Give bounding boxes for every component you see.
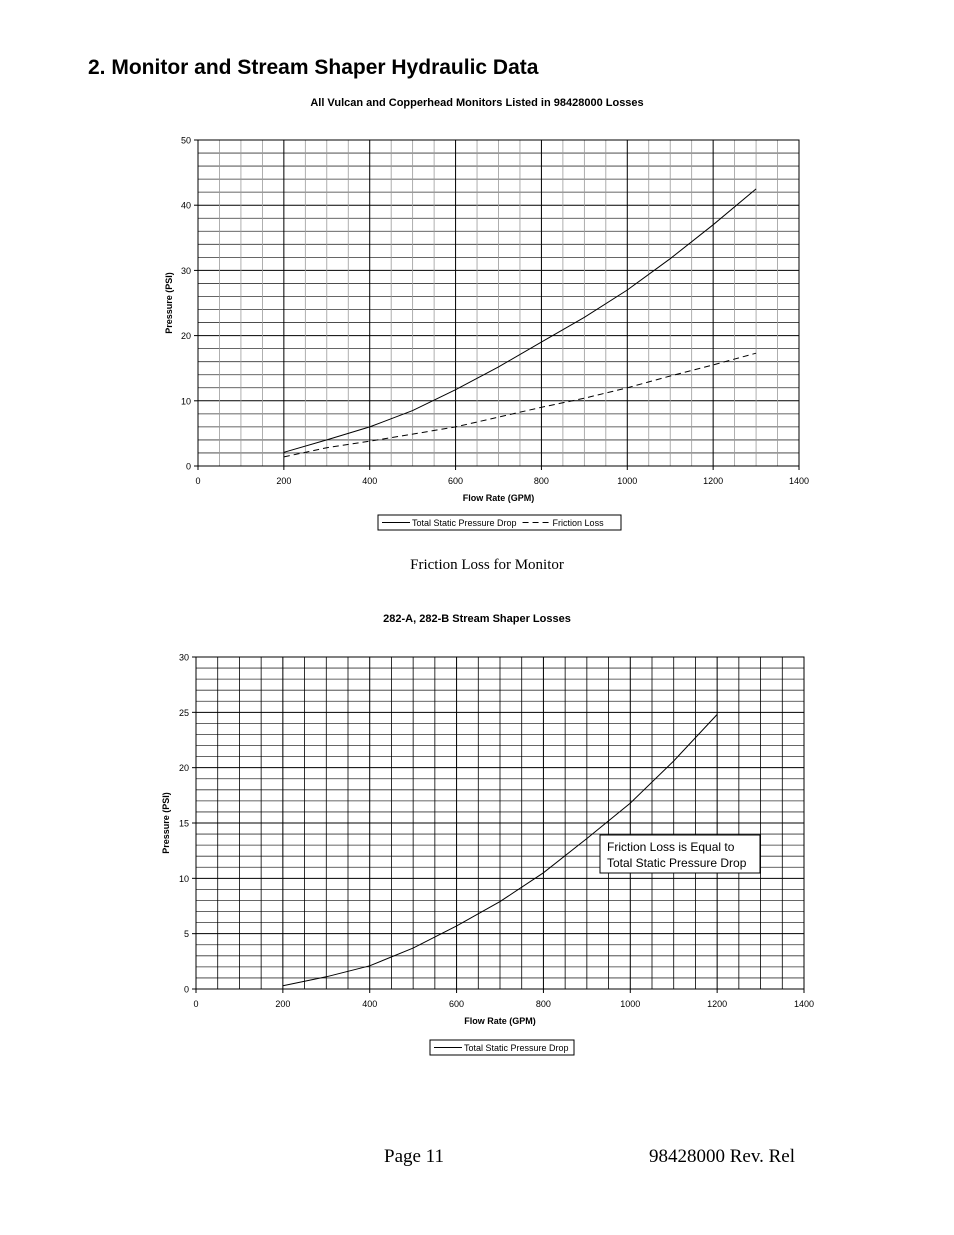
legend-label-1: Friction Loss bbox=[552, 518, 604, 528]
stream-shaper-losses-chart bbox=[0, 645, 954, 1065]
y-tick-label: 10 bbox=[180, 396, 191, 407]
x-tick-label: 1000 bbox=[617, 476, 638, 486]
chart1-title: All Vulcan and Copperhead Monitors Listed in 98428000 Losses bbox=[310, 97, 644, 109]
page-heading: 2. Monitor and Stream Shaper Hydraulic Data bbox=[88, 56, 539, 79]
monitor-losses-chart bbox=[0, 130, 954, 540]
chart1-caption: Friction Loss for Monitor bbox=[410, 557, 564, 573]
x-tick-label: 200 bbox=[276, 476, 292, 486]
y-axis-label: Pressure (PSI) bbox=[161, 792, 171, 854]
y-tick-label: 5 bbox=[183, 929, 189, 940]
x-tick-label: 1400 bbox=[793, 999, 815, 1009]
x-tick-label: 0 bbox=[195, 476, 201, 486]
x-tick-label: 1200 bbox=[707, 999, 728, 1009]
y-tick-label: 25 bbox=[178, 707, 189, 718]
annotation-text: Total Static Pressure Drop bbox=[607, 856, 747, 870]
y-tick-label: 10 bbox=[178, 873, 189, 884]
legend-label-0: Total Static Pressure Drop bbox=[412, 518, 517, 528]
x-tick-label: 1200 bbox=[703, 476, 724, 486]
x-axis-label: Flow Rate (GPM) bbox=[462, 493, 535, 503]
y-tick-label: 0 bbox=[185, 461, 191, 472]
y-tick-label: 20 bbox=[180, 331, 191, 342]
x-tick-label: 1400 bbox=[788, 476, 810, 486]
y-tick-label: 40 bbox=[180, 200, 191, 211]
x-tick-label: 1000 bbox=[620, 999, 641, 1009]
legend-label-0: Total Static Pressure Drop bbox=[464, 1043, 569, 1053]
x-tick-label: 400 bbox=[362, 476, 378, 486]
y-tick-label: 0 bbox=[183, 984, 189, 995]
y-tick-label: 50 bbox=[180, 135, 191, 146]
annotation-text: Friction Loss is Equal to bbox=[607, 840, 735, 854]
x-tick-label: 800 bbox=[533, 476, 549, 486]
y-tick-label: 30 bbox=[180, 265, 191, 276]
chart2-title: 282-A, 282-B Stream Shaper Losses bbox=[383, 613, 571, 625]
y-tick-label: 20 bbox=[178, 763, 189, 774]
x-tick-label: 0 bbox=[193, 999, 199, 1009]
y-tick-label: 15 bbox=[178, 818, 189, 829]
x-tick-label: 200 bbox=[275, 999, 291, 1009]
x-tick-label: 400 bbox=[362, 999, 378, 1009]
y-tick-label: 30 bbox=[178, 652, 189, 663]
x-tick-label: 600 bbox=[448, 476, 464, 486]
y-axis-label: Pressure (PSI) bbox=[164, 272, 174, 334]
x-tick-label: 600 bbox=[449, 999, 465, 1009]
x-axis-label: Flow Rate (GPM) bbox=[464, 1016, 536, 1026]
x-tick-label: 800 bbox=[535, 999, 551, 1009]
document-revision: 98428000 Rev. Rel bbox=[649, 1146, 796, 1167]
page-number: Page 11 bbox=[384, 1146, 444, 1167]
